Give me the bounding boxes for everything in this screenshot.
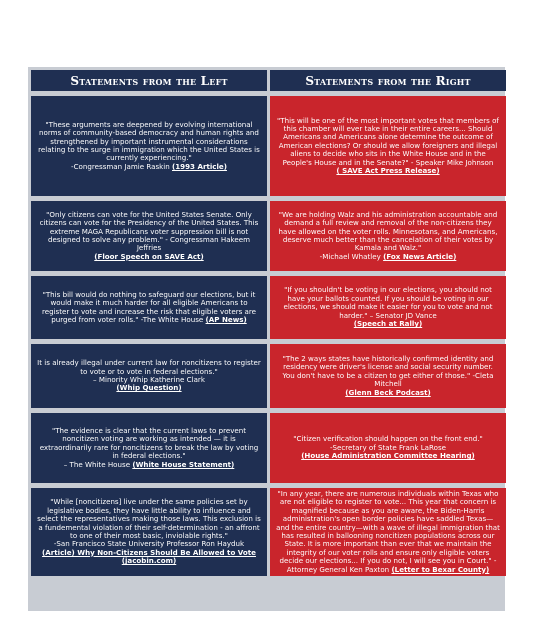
right-statement-5: [270, 413, 506, 483]
statement-text: "Citizen verification should happen on the front end." -Secretary of State Frank LaRose: [293, 434, 483, 452]
statement-text: "While [noncitizens] live under the same policies set by legislative bodies, they have little ability to influence and select the representatives making those laws. This exclusion is a fundemental violation of their self-determination - an affront to one of their most basic, inviolable rights." -San Francisco State University Professor Ron Hayduk: [37, 497, 261, 549]
source-link[interactable]: (Whip Question): [116, 383, 182, 393]
statement-text: "This bill would do nothing to safeguard our elections, but it would make it much harder for all eligible Americans to register to vote and increase the risk that eligible voters are purged from voter rolls." -The White House: [41, 289, 257, 324]
statement-text: "We are holding Walz and his administration accountable and demand a full review and removal of the non-citizens they have allowed on the voter rolls. Minnesotans, and Americans, deserve much better than the cancelation of their votes by Kamala and Walz." -Michael Whatley: [278, 209, 498, 261]
source-link[interactable]: ( SAVE Act Press Release): [336, 166, 440, 176]
source-link[interactable]: (1993 Article): [172, 161, 227, 171]
left-statement-4: [31, 344, 267, 408]
source-link[interactable]: (Letter to Bexar County): [391, 564, 490, 574]
source-link[interactable]: (AP News): [205, 314, 247, 324]
statement-text: "This will be one of the most important votes that members of this chamber will ever take in their entire careers... Should Americans and Americans alone determine the outcome of American elections? Or should we allow foreigners and illegal aliens to decide who sits in the White House and in the People's House and in the Senate?" - Speaker Mike Johnson: [277, 115, 499, 167]
statements-table: [28, 67, 505, 611]
source-link[interactable]: (Article) Why Non-Citizens Should Be Allowed to Vote (jacobin.com): [42, 547, 256, 566]
right-statement-4: [270, 344, 506, 408]
source-link[interactable]: (White House Statement): [132, 459, 235, 469]
source-link[interactable]: (Glenn Beck Podcast): [345, 387, 431, 397]
left-statement-6: [31, 488, 267, 576]
right-statement-2: [270, 201, 506, 271]
left-statement-3: [31, 276, 267, 339]
statement-text: "If you shouldn't be voting in our elections, you should not have your ballots counted. If you should be voting in our elections, we should make it easier for you to vote and not harder." – Senator JD Vance: [283, 285, 493, 320]
left-statement-1: [31, 96, 267, 196]
left-statement-2: [31, 201, 267, 271]
source-link[interactable]: (Floor Speech on SAVE Act): [94, 251, 204, 261]
right-column-header: Statements from the Right: [270, 70, 506, 91]
source-link[interactable]: (Fox News Article): [383, 251, 457, 261]
statement-text: "In any year, there are numerous individuals within Texas who are not eligible to register to vote... This year that concern is magnified because as you are aware, the Biden-Harris administration's open border policies have saddled Texas— and the entire country—with a wave of illegal immigration that has resulted in ballooning noncitizen populations across our State. It is more important than ever that we maintain the integrity of our voter rolls and ensure only eligible voters decide our elections... If you do not, I will see you in Court." - Attorney General Ken Paxton: [276, 488, 500, 574]
left-column-header: Statements from the Left: [31, 70, 267, 91]
right-statement-1: [270, 96, 506, 196]
statement-text: "Only citizens can vote for the United States Senate. Only citizens can vote for the Presidency of the United States. This extreme MAGA Republicans voter suppression bill is not designed to solve any problem." - Congressman Hakeem Jeffries: [39, 209, 259, 253]
statement-text: "These arguments are deepened by evolving international norms of community-based democracy and human rights and strengthened by important instrumental considerations relating to the surge in immigration which the United States is currently experiencing." -Congressman Jamie Raskin: [38, 119, 260, 171]
source-link[interactable]: (House Administration Committee Hearing): [301, 451, 475, 461]
statement-text: It is already illegal under current law for noncitizens to register to vote or to vote in federal elections." – Minority Whip Katherine Clark: [37, 358, 261, 384]
right-statement-3: [270, 276, 506, 339]
source-link[interactable]: (Speech at Rally): [353, 319, 423, 329]
left-statement-5: [31, 413, 267, 483]
statement-text: "The evidence is clear that the current laws to prevent noncitizen voting are working as intended — it is extraordinarily rare for noncitizens to break the law by voting in federal elections." – The White House: [39, 425, 259, 469]
statement-text: "The 2 ways states have historically confirmed identity and residency were driver's license and social security number. You don't have to be a citizen to get either of those." -Cleta Mitchell: [282, 353, 494, 389]
statements-grid: [31, 70, 502, 576]
right-statement-6: [270, 488, 506, 576]
